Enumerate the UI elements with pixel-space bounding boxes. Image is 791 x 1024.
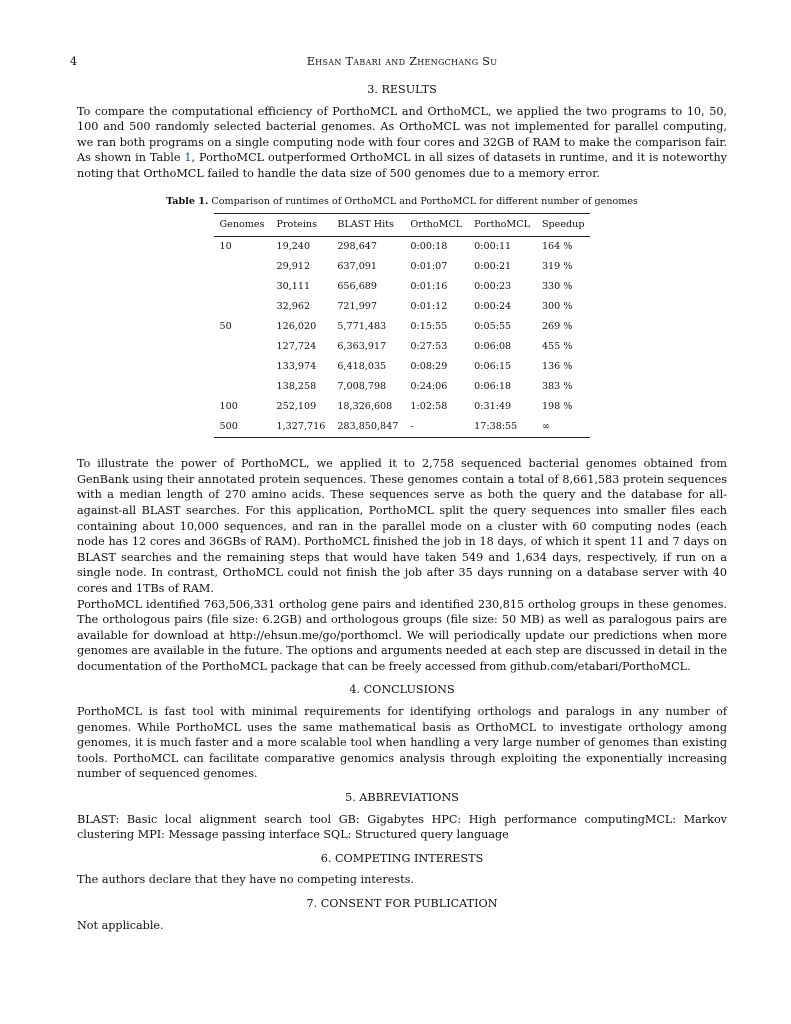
runtime-table bbox=[214, 213, 591, 438]
table-cell: 127,724 bbox=[276, 341, 317, 353]
table-cell: 29,912 bbox=[276, 261, 311, 273]
consent-paragraph: Not applicable. bbox=[77, 918, 164, 932]
table-cell: 100 bbox=[219, 401, 238, 413]
table-cell: - bbox=[410, 421, 414, 433]
table-cell: 0:31:49 bbox=[474, 401, 512, 413]
table-cell: 637,091 bbox=[337, 261, 378, 273]
table-row bbox=[214, 237, 591, 258]
table-cell: 50 bbox=[219, 321, 232, 333]
section-title-results: 3. RESULTS bbox=[367, 83, 437, 96]
table-cell: 30,111 bbox=[276, 281, 311, 293]
table-cell: 17:38:55 bbox=[474, 421, 518, 433]
table-cell: 0:00:21 bbox=[474, 261, 512, 273]
table-row bbox=[214, 297, 591, 317]
table-cell: 0:01:07 bbox=[410, 261, 448, 273]
table-cell bbox=[214, 337, 271, 357]
section-title-competing-interests: 6. COMPETING INTERESTS bbox=[320, 851, 484, 865]
table-cell: 0:00:18 bbox=[410, 241, 448, 253]
table-cell: 269 % bbox=[541, 321, 573, 333]
table-cell: 656,689 bbox=[337, 281, 378, 293]
table-cell: 6,363,917 bbox=[337, 341, 387, 353]
page-number: 4 bbox=[70, 55, 78, 68]
table-header-row bbox=[214, 214, 591, 237]
table-cell: 0:01:12 bbox=[410, 301, 448, 313]
column-header: PorthoMCL bbox=[468, 214, 536, 237]
table-cell: 330 % bbox=[541, 281, 573, 293]
conclusions-paragraph: PorthoMCL is fast tool with minimal requirements for identifying orthologs and paralogs in any number of genomes. While PorthoMCL uses the same mathematical basis as OrthoMCL to investigate orthology among genomes, it is much faster and a more scalable tool when handling a very large number of genomes than existing tools. PorthoMCL can facilitate comparative genomics analysis through exploiting the exponentially increasing number of sequenced genomes. bbox=[77, 705, 727, 781]
table-cell: 0:27:53 bbox=[410, 341, 448, 353]
table-cell: 1,327,716 bbox=[276, 421, 326, 433]
section-title-conclusions: 4. CONCLUSIONS bbox=[349, 683, 455, 697]
table-cell: 298,647 bbox=[337, 241, 378, 253]
column-header: OrthoMCL bbox=[404, 214, 468, 237]
table-cell: 383 % bbox=[541, 381, 573, 393]
table-cell: 0:24:06 bbox=[410, 381, 448, 393]
table-cell: 283,850,847 bbox=[337, 421, 399, 433]
table-cell: 319 % bbox=[541, 261, 573, 273]
table-row bbox=[214, 397, 591, 417]
table-cell: 0:06:08 bbox=[474, 341, 512, 353]
table-cell bbox=[214, 257, 271, 277]
table-cell: 0:00:24 bbox=[474, 301, 512, 313]
column-header: Genomes bbox=[214, 214, 271, 237]
table-cell: 136 % bbox=[541, 361, 573, 373]
table-cell: 0:01:16 bbox=[410, 281, 448, 293]
table-cell: 0:00:11 bbox=[474, 241, 512, 253]
results-intro-paragraph bbox=[77, 104, 727, 182]
intro-text-2: , PorthoMCL outperformed OrthoMCL in all sizes of datasets in runtime, and it is noteworthy noting that OrthoMCL failed to handle the data size of 500 genomes due to a memory error. bbox=[77, 151, 727, 180]
table-row bbox=[214, 277, 591, 297]
table-cell: 0:06:15 bbox=[474, 361, 512, 373]
table-cell bbox=[214, 357, 271, 377]
table-cell: 6,418,035 bbox=[337, 361, 387, 373]
table-cell: 5,771,483 bbox=[337, 321, 387, 333]
column-header: Proteins bbox=[271, 214, 332, 237]
table-cell: 133,974 bbox=[276, 361, 317, 373]
table-cell: 19,240 bbox=[276, 241, 311, 253]
competing-interests-paragraph: The authors declare that they have no competing interests. bbox=[77, 873, 414, 887]
table-cell: 721,997 bbox=[337, 301, 378, 313]
table-label: Table 1. bbox=[166, 195, 209, 207]
table-row bbox=[214, 357, 591, 377]
table-cell: 0:00:23 bbox=[474, 281, 512, 293]
table-cell: 32,962 bbox=[276, 301, 311, 313]
page-header bbox=[70, 54, 727, 76]
table-cell: 7,008,798 bbox=[337, 381, 387, 393]
table-cell: 0:08:29 bbox=[410, 361, 448, 373]
table-cell: 0:15:55 bbox=[410, 321, 448, 333]
table-caption bbox=[77, 194, 727, 210]
table-cell: 500 bbox=[219, 421, 238, 433]
table-cell: 1:02:58 bbox=[410, 401, 448, 413]
table-cell: 252,109 bbox=[276, 401, 317, 413]
table-row bbox=[214, 377, 591, 397]
table-row bbox=[214, 257, 591, 277]
table-cell bbox=[214, 297, 271, 317]
table-cell: 164 % bbox=[541, 241, 573, 253]
intro-text-1: To compare the computational efficiency of PorthoMCL and OrthoMCL, we applied the two programs to 10, 50, 100 and 500 randomly selected bacterial genomes. As OrthoMCL was not implemented for parallel computing, we ran both programs on a single computing node with four cores and 32GB of RAM to make the comparison fair. As shown in Table bbox=[77, 104, 727, 165]
table-cell: 138,258 bbox=[276, 381, 317, 393]
table-cell: 126,020 bbox=[276, 321, 317, 333]
table-cell: 300 % bbox=[541, 301, 573, 313]
table-row bbox=[214, 337, 591, 357]
table-reference-link[interactable]: 1 bbox=[184, 151, 192, 165]
abbreviations-paragraph: BLAST: Basic local alignment search tool GB: Gigabytes HPC: High performance computingMCL: Markov clustering MPI: Message passing interface SQL: Structured query language bbox=[77, 812, 727, 842]
section-title-consent: 7. CONSENT FOR PUBLICATION bbox=[306, 897, 498, 910]
section-title-abbreviations: 5. ABBREVIATIONS bbox=[345, 791, 459, 805]
table-cell: 455 % bbox=[541, 341, 573, 353]
table-cell: ∞ bbox=[541, 421, 550, 433]
running-head: Ehsan Tabari and Zhengchang Su bbox=[306, 55, 498, 68]
results-paragraph-2: To illustrate the power of PorthoMCL, we applied it to 2,758 sequenced bacterial genomes obtained from GenBank using their annotated protein sequences. These genomes contain a total of 8,661,583 protein sequences with a median length of 270 amino acids. These sequences serve as both the query and the database for all-against-all BLAST searches. For this application, PorthoMCL split the query sequences into smaller files each containing about 10,000 sequences, and ran in the parallel mode on a cluster with 60 computing nodes (each node has 12 cores and 36GBs of RAM). PorthoMCL finished the job in 18 days, of which it spent 11 and 7 days on BLAST searches and the remaining steps that would have taken 549 and 1,634 days, respectively, if run on a single node. In contrast, OrthoMCL could not finish the job after 35 days running on a database server with 40 cores and 1TBs of RAM. bbox=[77, 457, 727, 595]
table-row bbox=[214, 417, 591, 438]
table-cell bbox=[214, 277, 271, 297]
table-row bbox=[214, 317, 591, 337]
table-cell: 10 bbox=[219, 241, 232, 253]
table-cell: 0:05:55 bbox=[474, 321, 512, 333]
table-cell: 18,326,608 bbox=[337, 401, 393, 413]
results-paragraph-3: PorthoMCL identified 763,506,331 ortholog gene pairs and identified 230,815 ortholog groups in these genomes. The orthologous pairs (file size: 6.2GB) and orthologous groups (file size: 50 MB) as well as paralogous pairs are available for download at http://ehsun.me/go/porthomcl. We will periodically update our predictions when more genomes are available in the future. The options and arguments needed at each step are discussed in detail in the documentation of the PorthoMCL package that can be freely accessed from github.com/etabari/PorthoMCL. bbox=[77, 597, 727, 673]
column-header: BLAST Hits bbox=[331, 214, 404, 237]
table-cell: 198 % bbox=[541, 401, 573, 413]
page bbox=[70, 54, 727, 933]
table-cell: 0:06:18 bbox=[474, 381, 512, 393]
table-cell bbox=[214, 377, 271, 397]
column-header: Speedup bbox=[536, 214, 591, 237]
table-caption-text: Comparison of runtimes of OrthoMCL and PorthoMCL for different number of genomes bbox=[211, 195, 638, 207]
